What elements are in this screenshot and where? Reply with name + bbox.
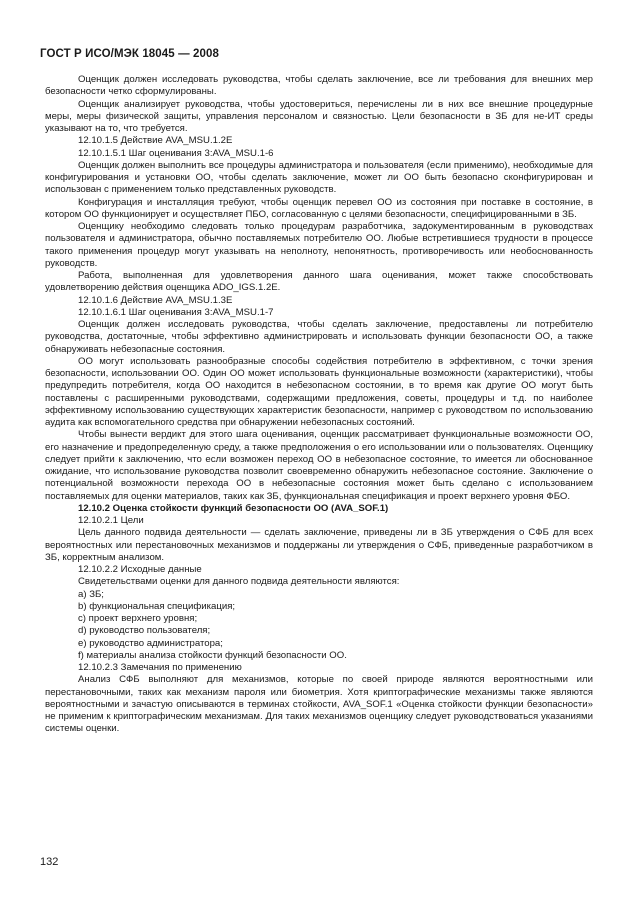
paragraph: Работа, выполненная для удовлетворения данного шага оценивания, может также способствовать удовлетворению действия оценщика ADO_IGS.1.2E. — [45, 270, 593, 294]
list-item: а) ЗБ; — [78, 588, 104, 600]
section-heading: 12.10.2.3 Замечания по применению — [78, 662, 242, 673]
paragraph: Свидетельствами оценки для данного подвида деятельности являются: — [78, 576, 400, 588]
paragraph: Оценщику необходимо следовать только процедурам разработчика, задокументированным в руководствах пользователя и администратора, обычно поставляемых потребителю ОО. Любые встретившиеся трудности в процессе такого применения процедур могут указывать на неполноту, непонятность, противоречивость или необоснованность руководств. — [45, 221, 593, 269]
list-item: b) функциональная спецификация; — [78, 600, 236, 612]
page-body — [45, 74, 593, 736]
paragraph: Анализ СФБ выполняют для механизмов, которые по своей природе являются вероятностными или перестановочными, таких как механизм пароля или биометрия. Хотя криптографические механизмы также являются вероятностными и зачастую описываются в терминах стойкости, AVA_SOF.1 «Оценка стойкости функции безопасности» не применим к криптографическим механизмам. Для таких механизмов оценщику следует руководствоваться указаниями системы оценки. — [45, 674, 593, 735]
subsection-heading: 12.10.2 Оценка стойкости функций безопасности ОО (AVA_SOF.1) — [78, 502, 389, 514]
section-heading: 12.10.2.2 Исходные данные — [78, 564, 202, 575]
paragraph: Чтобы вынести вердикт для этого шага оценивания, оценщик рассматривает функциональные возможности ОО, его назначение и предопределенную среду, а также предположения о его использовании или о пользователях. Оценщику следует прийти к заключению, что если возможен переход ОО в небезопасное состояние, то имеется ли обоснованное ожидание, что использование руководства позволит своевременно обнаружить небезопасное состояние. Заключение о потенциальной возможности перехода ОО в небезопасные состояния может быть сделано с использованием поставляемых для оценки материалов, таких как ЗБ, функциональная спецификация и проект верхнего уровня ФБО. — [45, 429, 593, 502]
paragraph: ОО могут использовать разнообразные способы содействия потребителю в эффективном, с точки зрения безопасности, использовании ОО. Один ОО может использовать функциональные возможности (характеристики), чтобы предупредить потребителя, когда ОО находится в небезопасном состоянии, в то время как другие ОО могут быть поставлены с расширенными руководствами, содержащими предложения, советы, процедуры и т.д. по наиболее эффективному использованию существующих характеристик безопасности, например с руководством по использованию аудита как вспомогательного средства при обнаружении небезопасных состояний. — [45, 355, 593, 428]
paragraph: Оценщик должен выполнить все процедуры администратора и пользователя (если применимо), необходимые для конфигурирования и установки ОО, чтобы сделать заключение, может ли ОО быть безопасно сконфигурирован и использован с применением только представленных руководств. — [45, 159, 593, 196]
paragraph: Оценщик должен исследовать руководства, чтобы сделать заключение, предоставлены ли потребителю руководства, достаточные, чтобы эффективно администрировать и использовать функции безопасности ОО, а также обнаруживать небезопасные состояния. — [45, 319, 593, 355]
list-item: f) материалы анализа стойкости функций безопасности ОО. — [78, 649, 347, 661]
paragraph: Конфигурация и инсталляция требуют, чтобы оценщик перевел ОО из состояния при поставке в состояние, в котором ОО функционирует и осуществляет ПБО, согласованную с целями безопасности, специфицированными в ЗБ. — [45, 196, 593, 220]
list-item: e) руководство администратора; — [78, 637, 223, 649]
section-heading: 12.10.1.6 Действие AVA_MSU.1.3E — [78, 294, 233, 306]
section-heading: 12.10.1.6.1 Шаг оценивания 3:AVA_MSU.1-7 — [78, 306, 274, 318]
paragraph: Оценщик должен исследовать руководства, чтобы сделать заключение, все ли требования для внешних мер безопасности четко сформулированы. — [45, 74, 593, 98]
page-number: 132 — [40, 856, 59, 868]
paragraph: Цель данного подвида деятельности — сделать заключение, приведены ли в ЗБ утверждения о СФБ для всех вероятностных или перестановочных механизмов и поддержаны ли утверждения о СФБ, приведенные разработчиком в ЗБ, корректным анализом. — [45, 527, 593, 563]
page-header: ГОСТ Р ИСО/МЭК 18045 — 2008 — [40, 48, 219, 60]
list-item: d) руководство пользователя; — [78, 625, 211, 637]
paragraph: Оценщик анализирует руководства, чтобы удостовериться, перечислены ли в них все внешние процедурные меры, меры физической защиты, управления персоналом и связностью. Цели безопасности в ЗБ для не-ИТ среды указывают на то, что требуется. — [45, 98, 593, 134]
section-heading: 12.10.2.1 Цели — [78, 515, 144, 526]
list-item: c) проект верхнего уровня; — [78, 613, 198, 624]
section-heading: 12.10.1.5 Действие AVA_MSU.1.2E — [78, 135, 233, 147]
section-heading: 12.10.1.5.1 Шаг оценивания 3:AVA_MSU.1-6 — [78, 147, 274, 159]
